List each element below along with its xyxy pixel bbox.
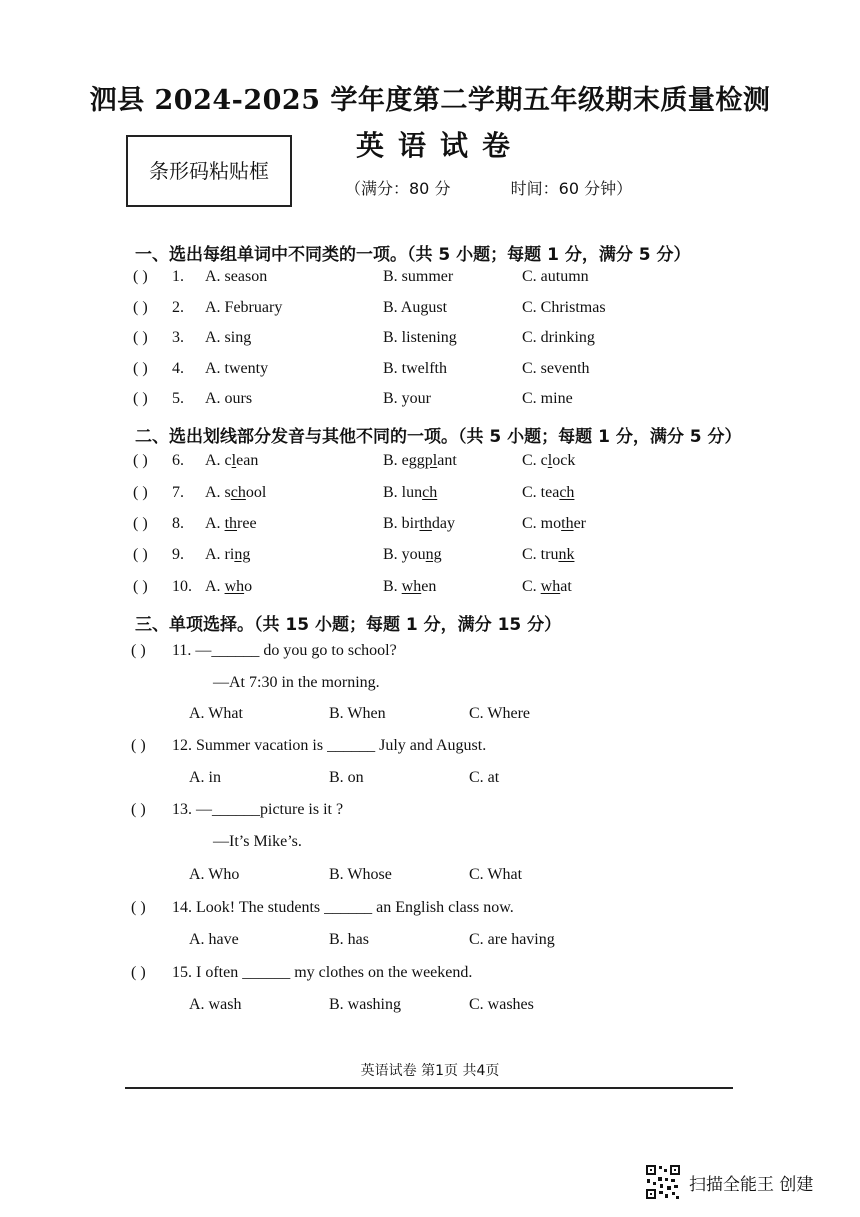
answer-blank[interactable]: ( ) — [133, 484, 148, 501]
answer-blank[interactable]: ( ) — [133, 546, 148, 563]
question-number: 7. — [172, 484, 184, 501]
option-c: C. trunk — [522, 546, 575, 563]
dialogue-answer: —At 7:30 in the morning. — [213, 674, 380, 691]
question-number: 2. — [172, 299, 184, 316]
option-a: A. school — [205, 484, 267, 501]
underlined-letters: ch — [422, 484, 438, 501]
answer-blank[interactable]: ( ) — [131, 899, 146, 916]
option-a: A. in — [189, 769, 221, 786]
question-row — [0, 546, 860, 570]
underlined-letters: wh — [540, 578, 561, 595]
option-b: B. your — [383, 390, 431, 407]
underlined-letters: ng — [234, 546, 251, 563]
watermark-text: 扫描全能王 创建 — [689, 1174, 814, 1195]
underlined-letters: nk — [558, 546, 575, 563]
answer-blank[interactable]: ( ) — [131, 801, 146, 818]
option-a: A. ring — [205, 546, 251, 563]
option-b: B. listening — [383, 329, 457, 346]
exam-subtitle: 英语试卷 — [355, 129, 524, 162]
option-b: B. has — [329, 931, 369, 948]
answer-blank[interactable]: ( ) — [133, 268, 148, 285]
underlined-letters: l — [231, 452, 237, 469]
underlined-letters: l — [547, 452, 553, 469]
answer-blank[interactable]: ( ) — [133, 329, 148, 346]
page-footer: 英语试卷 第1页 共4页 — [360, 1063, 500, 1079]
question-stem: 13. —______picture is it ? — [172, 801, 344, 818]
option-a: A. Who — [189, 866, 240, 883]
option-a: A. February — [205, 299, 283, 316]
underlined-letters: ch — [230, 484, 246, 501]
option-b: B. on — [329, 769, 364, 786]
option-a: A. wash — [189, 996, 242, 1013]
question-row — [0, 268, 860, 292]
question-number: 9. — [172, 546, 184, 563]
option-c: C. mine — [522, 390, 573, 407]
dialogue-answer: —It’s Mike’s. — [213, 833, 302, 850]
question-number: 5. — [172, 390, 184, 407]
option-b: B. summer — [383, 268, 454, 285]
option-a: A. three — [205, 515, 257, 532]
option-c: C. are having — [469, 931, 555, 948]
section2-heading: 二、选出划线部分发音与其他不同的一项。（共 5 小题；每题 1 分，满分 5 分） — [135, 427, 742, 447]
option-a: A. have — [189, 931, 239, 948]
time-limit: 时间：60 分钟） — [510, 179, 633, 198]
full-score: （满分：80 分 — [345, 179, 451, 198]
option-b: B. lunch — [383, 484, 438, 501]
answer-blank[interactable]: ( ) — [133, 390, 148, 407]
question-row — [0, 360, 860, 384]
option-a: A. season — [205, 268, 268, 285]
barcode-label: 条形码粘贴框 — [149, 159, 269, 183]
option-c: C. autumn — [522, 268, 589, 285]
option-b: B. birthday — [383, 515, 456, 532]
score-time-line — [345, 176, 632, 199]
option-b: B. young — [383, 546, 442, 563]
answer-blank[interactable]: ( ) — [131, 737, 146, 754]
question-number: 4. — [172, 360, 184, 377]
answer-blank[interactable]: ( ) — [131, 642, 146, 659]
question-stem: 14. Look! The students ______ an English class now. — [172, 899, 514, 916]
qr-code-icon — [645, 1164, 681, 1200]
option-a: A. clean — [205, 452, 259, 469]
underlined-letters: ch — [559, 484, 575, 501]
barcode-box — [126, 135, 292, 207]
question-number: 10. — [172, 578, 192, 595]
question-row — [0, 515, 860, 539]
option-c: C. drinking — [522, 329, 595, 346]
question-row — [0, 484, 860, 508]
question-number: 3. — [172, 329, 184, 346]
option-b: B. August — [383, 299, 448, 316]
question-stem: 11. —______ do you go to school? — [172, 642, 397, 659]
option-c: C. teach — [522, 484, 575, 501]
underlined-letters: ng — [425, 546, 442, 563]
question-row — [0, 452, 860, 476]
option-b: B. when — [383, 578, 437, 595]
answer-blank[interactable]: ( ) — [133, 515, 148, 532]
answer-blank[interactable]: ( ) — [133, 452, 148, 469]
option-a: A. who — [205, 578, 253, 595]
question-number: 8. — [172, 515, 184, 532]
option-a: A. ours — [205, 390, 253, 407]
option-b: B. Whose — [329, 866, 392, 883]
option-c: C. clock — [522, 452, 576, 469]
option-c: C. what — [522, 578, 572, 595]
option-c: C. mother — [522, 515, 587, 532]
option-c: C. at — [469, 769, 500, 786]
underlined-letters: pl — [424, 452, 438, 469]
option-b: B. washing — [329, 996, 401, 1013]
option-c: C. washes — [469, 996, 534, 1013]
answer-blank[interactable]: ( ) — [131, 964, 146, 981]
option-a: A. What — [189, 705, 243, 722]
option-c: C. Christmas — [522, 299, 606, 316]
section3-heading: 三、单项选择。（共 15 小题；每题 1 分，满分 15 分） — [135, 615, 562, 635]
option-b: B. twelfth — [383, 360, 447, 377]
underlined-letters: wh — [401, 578, 422, 595]
question-stem: 15. I often ______ my clothes on the weekend. — [172, 964, 473, 981]
underlined-letters: th — [561, 515, 574, 532]
question-number: 1. — [172, 268, 184, 285]
option-c: C. What — [469, 866, 523, 883]
option-a: A. sing — [205, 329, 252, 346]
exam-title: 泗县 2024-2025 学年度第二学期五年级期末质量检测 — [89, 85, 771, 116]
scanner-watermark — [645, 1164, 813, 1200]
question-row — [0, 390, 860, 414]
option-b: B. When — [329, 705, 386, 722]
option-c: C. Where — [469, 705, 531, 722]
answer-blank[interactable]: ( ) — [133, 360, 148, 377]
question-number: 6. — [172, 452, 184, 469]
question-row — [0, 299, 860, 323]
answer-blank[interactable]: ( ) — [133, 578, 148, 595]
underlined-letters: wh — [224, 578, 245, 595]
underlined-letters: th — [224, 515, 238, 532]
option-b: B. eggplant — [383, 452, 457, 469]
question-stem: 12. Summer vacation is ______ July and August. — [172, 737, 487, 754]
underlined-letters: th — [419, 515, 432, 532]
answer-blank[interactable]: ( ) — [133, 299, 148, 316]
question-row — [0, 329, 860, 353]
question-row — [0, 578, 860, 602]
section1-heading: 一、选出每组单词中不同类的一项。（共 5 小题；每题 1 分，满分 5 分） — [135, 245, 691, 265]
option-c: C. seventh — [522, 360, 590, 377]
divider — [125, 1087, 733, 1089]
option-a: A. twenty — [205, 360, 269, 377]
